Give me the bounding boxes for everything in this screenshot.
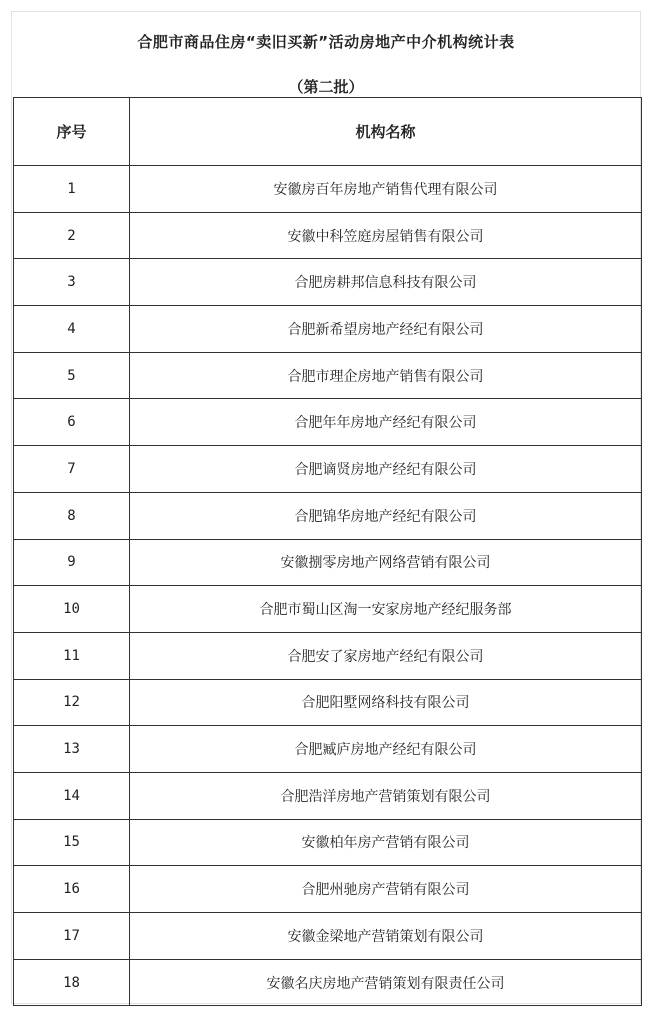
row-agency-name: 安徽名庆房地产营销策划有限责任公司 — [130, 959, 642, 1006]
header-index: 序号 — [14, 98, 130, 166]
row-agency-name: 合肥谪贤房地产经纪有限公司 — [130, 446, 642, 493]
table-body — [14, 166, 642, 1006]
title-block — [11, 11, 641, 97]
row-index: 14 — [14, 772, 130, 819]
agency-table — [13, 97, 642, 1006]
table-row — [14, 166, 642, 213]
table-row — [14, 913, 642, 960]
row-agency-name: 安徽房百年房地产销售代理有限公司 — [130, 166, 642, 213]
row-agency-name: 合肥阳墅网络科技有限公司 — [130, 679, 642, 726]
row-index: 6 — [14, 399, 130, 446]
row-agency-name: 合肥臧庐房地产经纪有限公司 — [130, 726, 642, 773]
row-agency-name: 安徽中科笠庭房屋销售有限公司 — [130, 212, 642, 259]
row-agency-name: 安徽柏年房产营销有限公司 — [130, 819, 642, 866]
row-index: 4 — [14, 306, 130, 353]
row-index: 17 — [14, 913, 130, 960]
table-row — [14, 632, 642, 679]
table-row — [14, 399, 642, 446]
row-agency-name: 合肥锦华房地产经纪有限公司 — [130, 492, 642, 539]
row-agency-name: 安徽捌零房地产网络营销有限公司 — [130, 539, 642, 586]
table-row — [14, 306, 642, 353]
header-agency-name: 机构名称 — [130, 98, 642, 166]
row-index: 9 — [14, 539, 130, 586]
table-header-row — [14, 98, 642, 166]
table-row — [14, 959, 642, 1006]
table-row — [14, 352, 642, 399]
table-row — [14, 492, 642, 539]
document-subtitle: （第二批） — [288, 78, 364, 96]
table-row — [14, 446, 642, 493]
table-row — [14, 866, 642, 913]
table-row — [14, 586, 642, 633]
row-agency-name: 合肥市理企房地产销售有限公司 — [130, 352, 642, 399]
row-agency-name: 合肥新希望房地产经纪有限公司 — [130, 306, 642, 353]
table-row — [14, 679, 642, 726]
table-row — [14, 539, 642, 586]
table-row — [14, 772, 642, 819]
row-index: 10 — [14, 586, 130, 633]
table-row — [14, 726, 642, 773]
row-index: 18 — [14, 959, 130, 1006]
table-row — [14, 819, 642, 866]
row-index: 1 — [14, 166, 130, 213]
row-index: 5 — [14, 352, 130, 399]
row-agency-name: 合肥房耕邦信息科技有限公司 — [130, 259, 642, 306]
row-agency-name: 合肥浩洋房地产营销策划有限公司 — [130, 772, 642, 819]
row-index: 3 — [14, 259, 130, 306]
row-index: 11 — [14, 632, 130, 679]
row-agency-name: 合肥州驰房产营销有限公司 — [130, 866, 642, 913]
row-index: 8 — [14, 492, 130, 539]
row-index: 15 — [14, 819, 130, 866]
row-agency-name: 安徽金梁地产营销策划有限公司 — [130, 913, 642, 960]
row-agency-name: 合肥安了家房地产经纪有限公司 — [130, 632, 642, 679]
row-agency-name: 合肥年年房地产经纪有限公司 — [130, 399, 642, 446]
row-index: 16 — [14, 866, 130, 913]
table-row — [14, 212, 642, 259]
row-agency-name: 合肥市蜀山区淘一安家房地产经纪服务部 — [130, 586, 642, 633]
row-index: 13 — [14, 726, 130, 773]
row-index: 12 — [14, 679, 130, 726]
table-row — [14, 259, 642, 306]
row-index: 7 — [14, 446, 130, 493]
document-title: 合肥市商品住房“卖旧买新”活动房地产中介机构统计表 — [137, 33, 515, 51]
row-index: 2 — [14, 212, 130, 259]
